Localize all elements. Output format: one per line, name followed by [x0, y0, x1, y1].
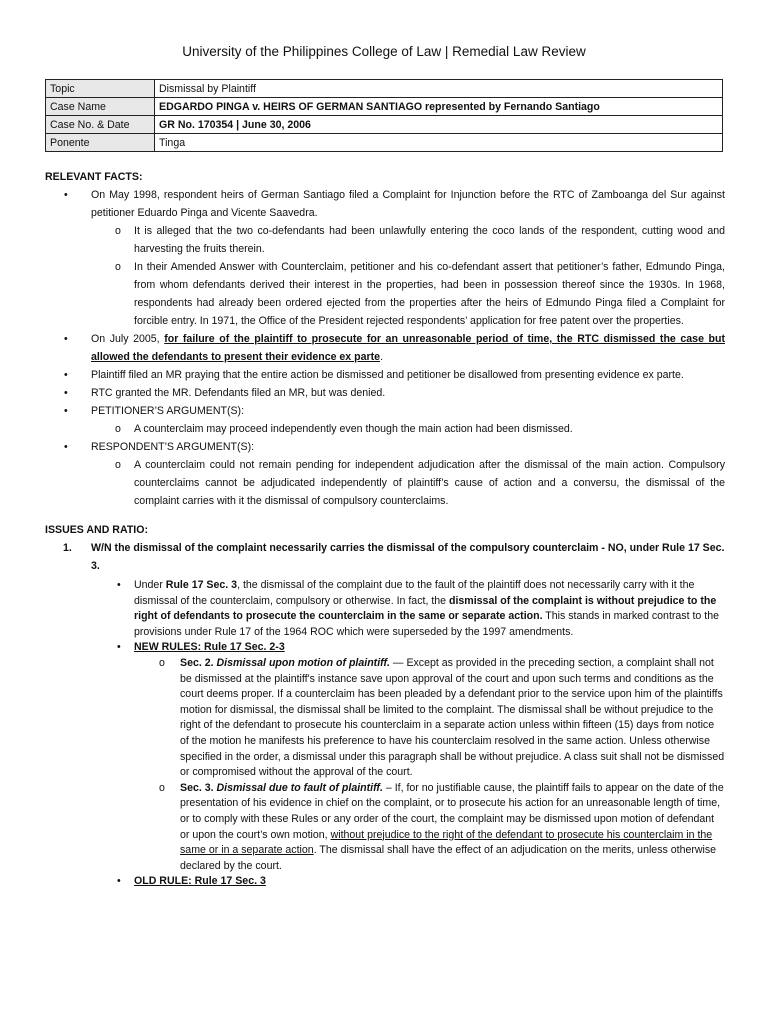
- ratio-bullet: • Under Rule 17 Sec. 3, the dismissal of the complaint due to the fault of the plaintiff does not necessarily carry with it the dismissal of the counterclaim, compulsory or otherwise. In fact, the dismissal of the complaint is without prejudice to the right of defendants to prosecute the counterclaim in the same or separate action. This stands in marked contrast to the provisions under Rule 17 of the 1964 ROC which were superseded by the 1997 amendments.: [45, 578, 725, 640]
- table-row: [46, 116, 723, 134]
- ponente-label: Ponente: [46, 134, 155, 152]
- ratio-section: [45, 578, 725, 890]
- table-row: [46, 80, 723, 98]
- document-body: [45, 168, 725, 890]
- facts-heading: RELEVANT FACTS:: [45, 171, 143, 183]
- dismissal-emphasis: for failure of the plaintiff to prosecute for an unreasonable period of time, the RTC dismissed the case but allowed the defendants to present their evidence ex parte: [91, 333, 726, 363]
- petitioner-argument-heading: • PETITIONER’S ARGUMENT(S):: [45, 402, 725, 420]
- rule-sec3: o Sec. 3. Dismissal due to fault of plaintiff. – If, for no justifiable cause, the plaintiff fails to appear on the date of the presentation of his evidence in chief on the complaint, or to prosecute his action for an unreasonable length of time, or to comply with these Rules or any order of the court, the complaint may be dismissed upon motion of defendant or upon the court’s own motion, without prejudice to the right of the defendant to prosecute his counterclaim in the same or in a separate action. The dismissal shall have the effect of an adjudication on the merits, unless otherwise declared by the court.: [45, 781, 725, 875]
- issues-heading: ISSUES AND RATIO:: [45, 524, 148, 536]
- fact-sub-bullet: o In their Amended Answer with Counterclaim, petitioner and his co-defendant assert that petitioner’s father, Edmundo Pinga, from whom defendants derived their interest in the properties, had been in possession thereof since the 1930s. In 1968, respondents had already been ordered ejected from the properties after the heirs of Edmundo Pinga filed a Complaint for forcible entry. In 1971, the Office of the President rejected respondents’ application for free patent over the properties.: [45, 258, 725, 330]
- fact-bullet: • On July 2005, for failure of the plaintiff to prosecute for an unreasonable period of time, the RTC dismissed the case but allowed the defendants to present their evidence ex parte.: [45, 330, 725, 366]
- issue-item: [45, 539, 725, 575]
- respondent-argument-heading: • RESPONDENT’S ARGUMENT(S):: [45, 438, 725, 456]
- case-info-table: [45, 79, 723, 152]
- fact-bullet: • Plaintiff filed an MR praying that the entire action be dismissed and petitioner be disallowed from presenting evidence ex parte.: [45, 366, 725, 384]
- table-row: [46, 134, 723, 152]
- fact-bullet: • RTC granted the MR. Defendants filed an MR, but was denied.: [45, 384, 725, 402]
- case-name-label: Case Name: [46, 98, 155, 116]
- case-no-label: Case No. & Date: [46, 116, 155, 134]
- new-rules-bullet: • NEW RULES: Rule 17 Sec. 2-3: [45, 640, 725, 656]
- table-row: [46, 98, 723, 116]
- ponente-value: Tinga: [155, 134, 723, 152]
- issue-text: W/N the dismissal of the complaint necessarily carries the dismissal of the compulsory counterclaim - NO, under Rule 17 Sec. 3.: [91, 542, 725, 572]
- fact-sub-bullet: o A counterclaim may proceed independently even though the main action had been dismissed.: [45, 420, 725, 438]
- fact-sub-bullet: o It is alleged that the two co-defendants had been unlawfully entering the coco lands of the respondent, cutting wood and harvesting the fruits therein.: [45, 222, 725, 258]
- document-header: University of the Philippines College of Law | Remedial Law Review: [182, 44, 586, 59]
- old-rule-bullet: • OLD RULE: Rule 17 Sec. 3: [45, 874, 725, 890]
- case-no-value: GR No. 170354 | June 30, 2006: [155, 116, 723, 134]
- issue-number: 1.: [63, 542, 72, 554]
- case-name-value: EDGARDO PINGA v. HEIRS OF GERMAN SANTIAGO represented by Fernando Santiago: [155, 98, 723, 116]
- topic-label: Topic: [46, 80, 155, 98]
- rule-sec2: o Sec. 2. Dismissal upon motion of plaintiff. — Except as provided in the preceding section, a complaint shall not be dismissed at the plaintiff's instance save upon approval of the court and upon such terms and conditions as the court deems proper. If a counterclaim has been pleaded by a defendant prior to the service upon him of the plaintiffs motion for dismissal, the dismissal shall be limited to the complaint. The dismissal shall be without prejudice to the right of the defendant to prosecute his counterclaim in a separate action unless within fifteen (15) days from notice of the motion he manifests his preference to have his counterclaim resolved in the same action. Unless otherwise specified in the order, a dismissal under this paragraph shall be without prejudice. A class suit shall not be dismissed or compromised without the approval of the court.: [45, 656, 725, 781]
- fact-sub-bullet: o A counterclaim could not remain pending for independent adjudication after the dismissal of the main action. Compulsory counterclaims cannot be adjudicated independently of plaintiff’s cause of action and a conversu, the dismissal of the complaint carries with it the dismissal of compulsory counterclaims.: [45, 456, 725, 510]
- topic-value: Dismissal by Plaintiff: [155, 80, 723, 98]
- fact-bullet: • On May 1998, respondent heirs of German Santiago filed a Complaint for Injunction before the RTC of Zamboanga del Sur against petitioner Eduardo Pinga and Vicente Saavedra.: [45, 186, 725, 222]
